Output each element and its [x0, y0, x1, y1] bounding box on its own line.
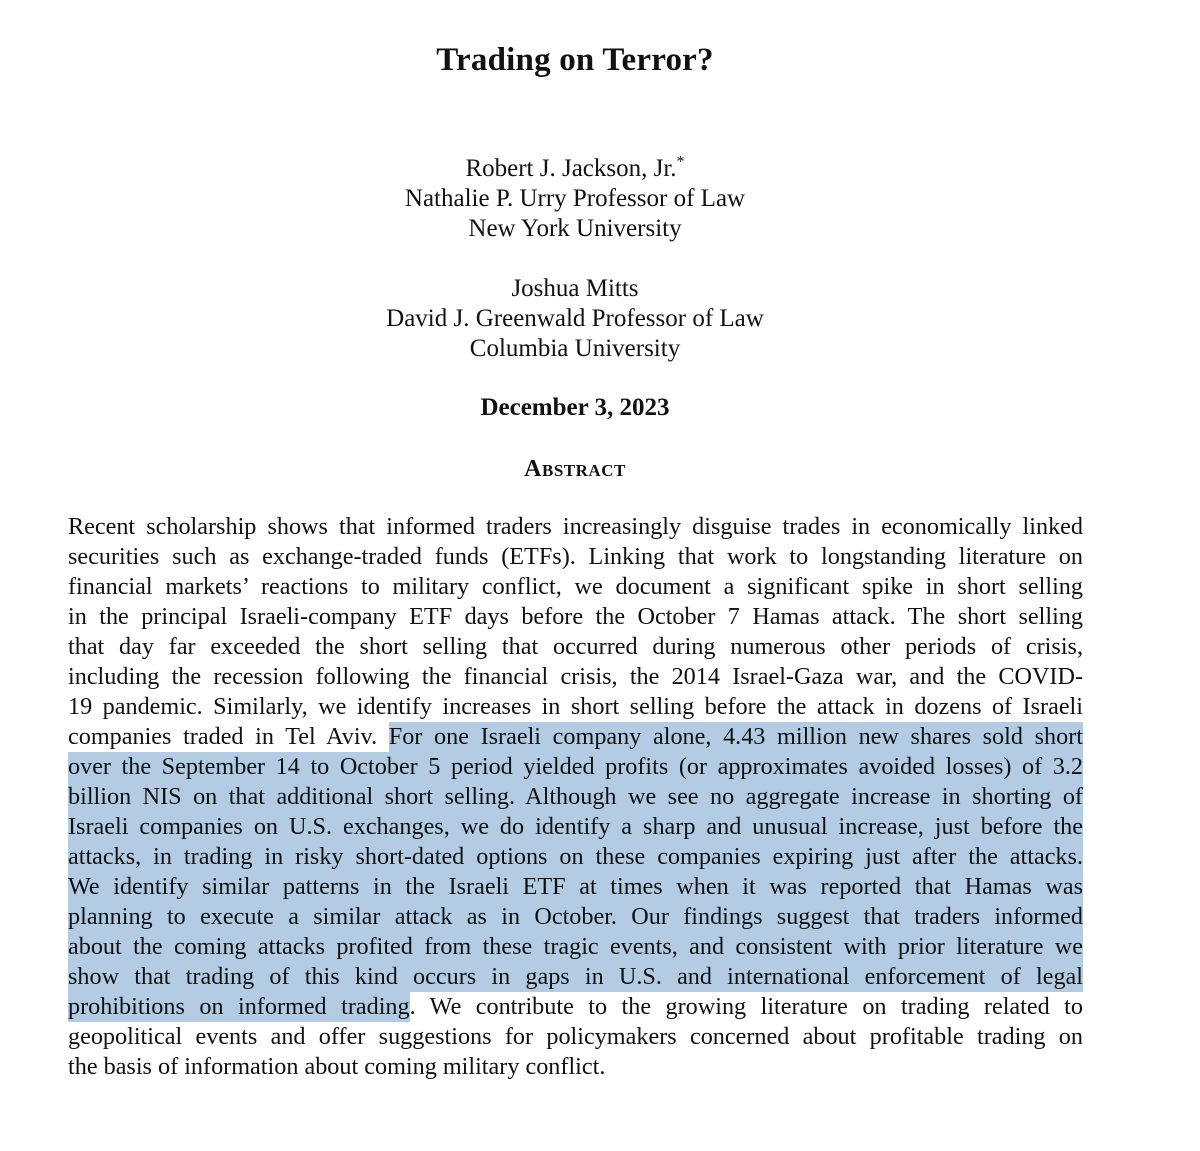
abstract-line	[68, 512, 1083, 542]
abstract-line	[68, 1022, 1083, 1052]
abstract-line	[68, 842, 1083, 872]
abstract-line	[68, 692, 1083, 722]
highlighted-text: For one Israeli company alone, 4.43 million new shares sold short	[388, 723, 1083, 750]
abstract-text: companies traded in Tel Aviv.	[68, 723, 389, 750]
highlighted-text: billion NIS on that additional short selling. Although we see no aggregate increase in shorting of	[68, 783, 1083, 810]
abstract-line	[68, 662, 1083, 692]
abstract-line	[68, 932, 1083, 962]
highlighted-text: show that trading of this kind occurs in gaps in U.S. and international enforcement of legal	[68, 963, 1083, 990]
abstract-body	[68, 512, 1083, 1082]
abstract-line	[68, 962, 1083, 992]
abstract-line	[68, 782, 1083, 812]
author-affiliation: New York University	[468, 215, 682, 242]
abstract-line	[68, 572, 1083, 602]
highlighted-text: prohibitions on informed trading	[68, 993, 410, 1020]
abstract-text: that day far exceeded the short selling that occurred during numerous other periods of crisis,	[68, 633, 1083, 660]
abstract-text: securities such as exchange-traded funds (ETFs). Linking that work to longstanding literature on	[68, 543, 1083, 570]
highlighted-text: attacks, in trading in risky short-dated options on these companies expiring just after the attacks.	[68, 843, 1083, 870]
abstract-text: . We contribute to the growing literature on trading related to	[409, 993, 1083, 1020]
author-position: Nathalie P. Urry Professor of Law	[404, 185, 746, 212]
abstract-line	[68, 812, 1083, 842]
author-name-line	[0, 154, 1150, 184]
highlighted-text: planning to execute a similar attack as in October. Our findings suggest that traders informed	[68, 903, 1083, 930]
highlighted-text: We identify similar patterns in the Israeli ETF at times when it was reported that Hamas was	[68, 873, 1083, 900]
abstract-line	[68, 632, 1083, 662]
abstract-line	[68, 872, 1083, 902]
author-block-2	[0, 274, 1150, 364]
abstract-heading: Abstract	[524, 456, 626, 482]
abstract-text: geopolitical events and offer suggestions for policymakers concerned about profitable trading on	[68, 1023, 1083, 1050]
paper-date: December 3, 2023	[480, 394, 670, 421]
abstract-line	[68, 722, 1083, 752]
abstract-text: Recent scholarship shows that informed traders increasingly disguise trades in economically linked	[68, 513, 1083, 540]
author-affiliation: Columbia University	[469, 335, 681, 362]
abstract-text: financial markets’ reactions to military conflict, we document a significant spike in short selling	[68, 573, 1083, 600]
author-block-1	[0, 154, 1150, 244]
abstract-line	[68, 1052, 1083, 1082]
abstract-line	[68, 752, 1083, 782]
abstract-text: 19 pandemic. Similarly, we identify increases in short selling before the attack in dozens of Israeli	[68, 693, 1083, 720]
author-position: David J. Greenwald Professor of Law	[386, 305, 764, 332]
abstract-line	[68, 902, 1083, 932]
author-name: Joshua Mitts	[511, 275, 639, 302]
abstract-line	[68, 542, 1083, 572]
highlighted-text: over the September 14 to October 5 period yielded profits (or approximates avoided losses) of 3.2	[68, 753, 1083, 780]
highlighted-text: Israeli companies on U.S. exchanges, we do identify a sharp and unusual increase, just before the	[68, 813, 1083, 840]
abstract-line	[68, 602, 1083, 632]
abstract-text: including the recession following the financial crisis, the 2014 Israel-Gaza war, and the COVID-	[68, 663, 1083, 690]
author-name: Robert J. Jackson, Jr.	[465, 155, 677, 182]
abstract-text: in the principal Israeli-company ETF days before the October 7 Hamas attack. The short selling	[68, 603, 1083, 630]
abstract-text: the basis of information about coming military conflict.	[68, 1053, 606, 1080]
footnote-mark: *	[676, 153, 685, 171]
highlighted-text: about the coming attacks profited from these tragic events, and consistent with prior literature we	[68, 933, 1083, 960]
paper-title: Trading on Terror?	[436, 42, 714, 78]
abstract-line	[68, 992, 1083, 1022]
